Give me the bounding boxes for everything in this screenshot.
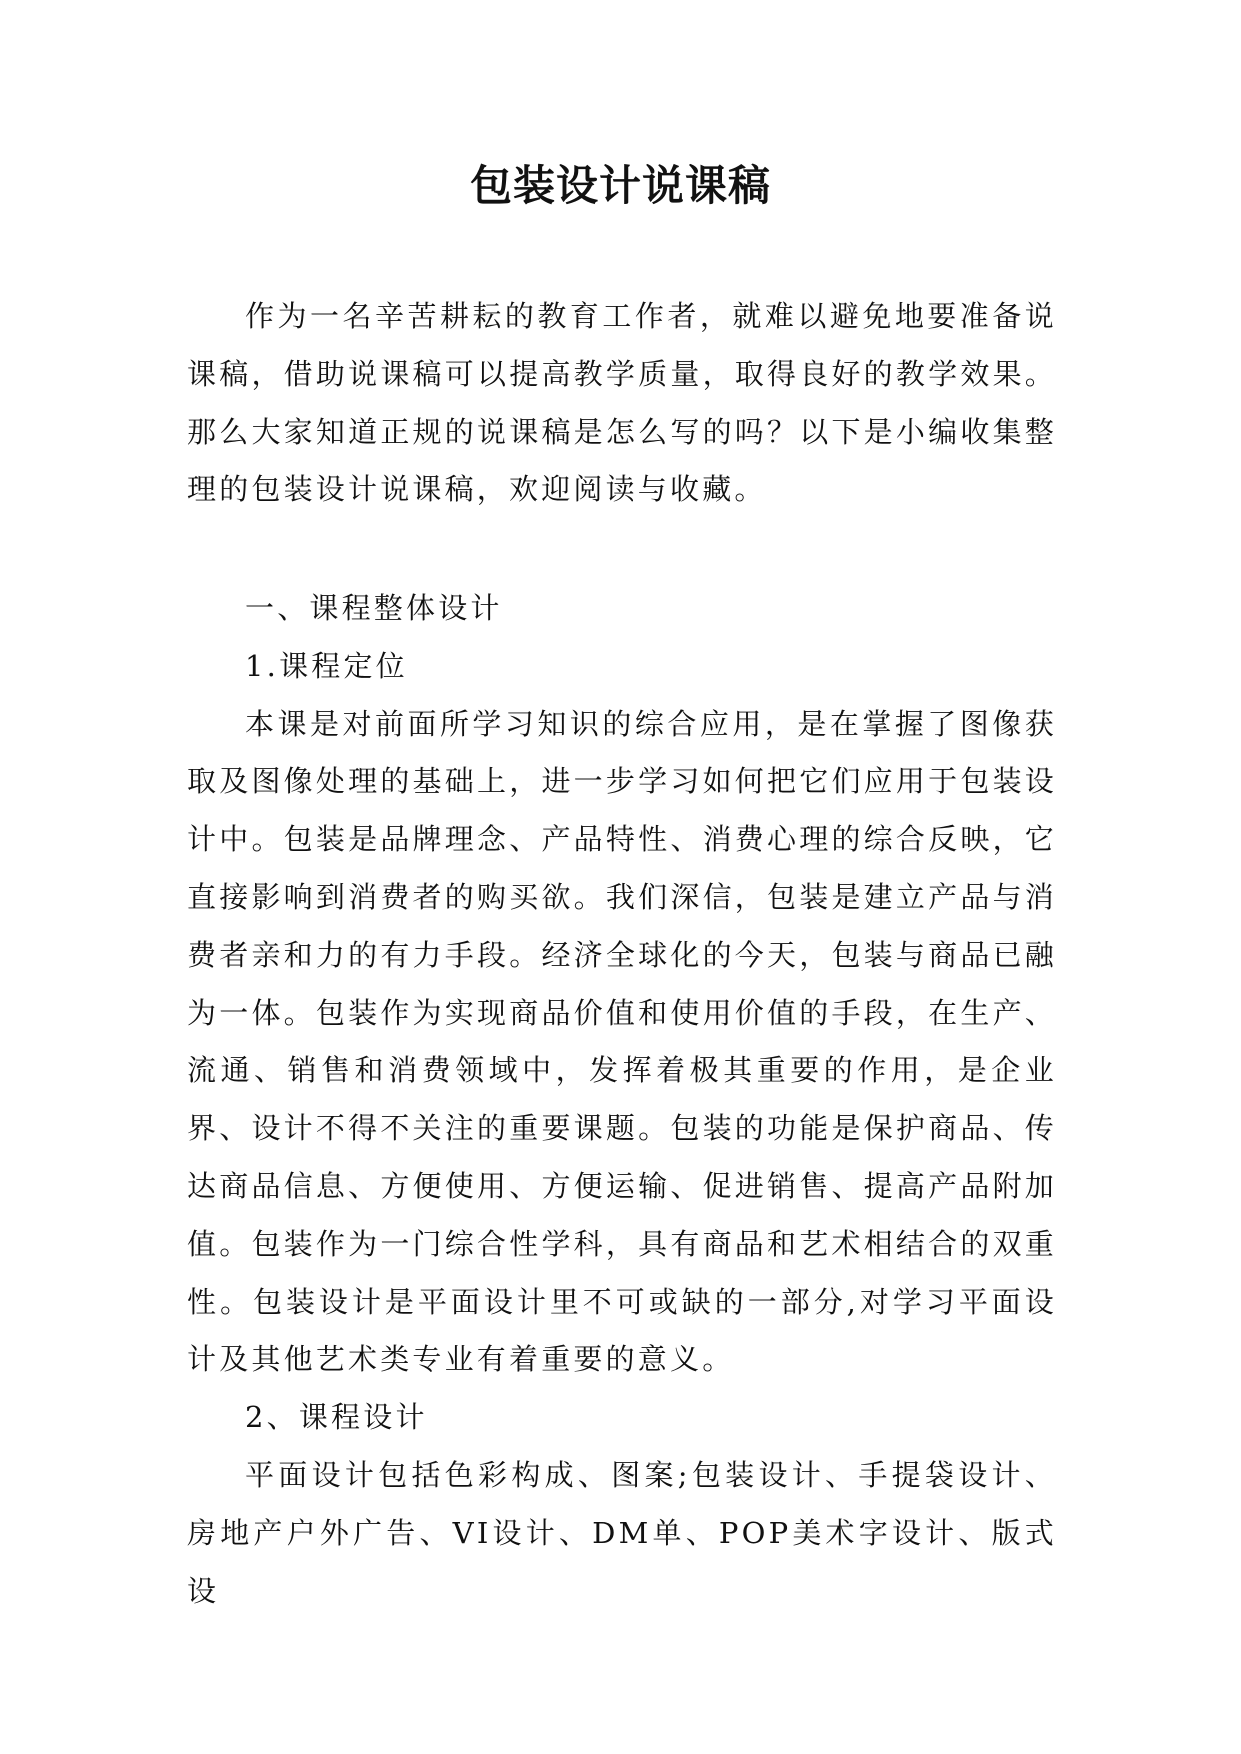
subsection-heading-positioning: 1.课程定位: [245, 648, 408, 683]
document-title: 包装设计说课稿: [469, 161, 771, 210]
intro-block: [187, 288, 1057, 519]
intro-paragraph: 作为一名辛苦耕耘的教育工作者，就难以避免地要准备说课稿，借助说课稿可以提高教学质量，取得良好的教学效果。那么大家知道正规的说课稿是怎么写的吗？以下是小编收集整理的包装设计说课稿，欢迎阅读与收藏。: [187, 299, 1057, 507]
positioning-paragraph: 本课是对前面所学习知识的综合应用，是在掌握了图像获取及图像处理的基础上，进一步学习如何把它们应用于包装设计中。包装是品牌理念、产品特性、消费心理的综合反映，它直接影响到消费者的购买欲。我们深信，包装是建立产品与消费者亲和力的有力手段。经济全球化的今天，包装与商品已融为一体。包装作为实现商品价值和使用价值的手段，在生产、流通、销售和消费领域中，发挥着极其重要的作用，是企业界、设计不得不关注的重要课题。包装的功能是保护商品、传达商品信息、方便使用、方便运输、促进销售、提高产品附加值。包装作为一门综合性学科，具有商品和艺术相结合的双重性。包装设计是平面设计里不可或缺的一部分,对学习平面设计及其他艺术类专业有着重要的意义。: [187, 706, 1057, 1377]
subsection-heading-design: 2、课程设计: [245, 1400, 428, 1435]
course-design-section: [187, 580, 1057, 1620]
design-paragraph: 平面设计包括色彩构成、图案;包装设计、手提袋设计、房地产户外广告、VI设计、DM单、POP美术字设计、版式设: [187, 1457, 1057, 1608]
section-heading: 一、课程整体设计: [245, 591, 503, 625]
